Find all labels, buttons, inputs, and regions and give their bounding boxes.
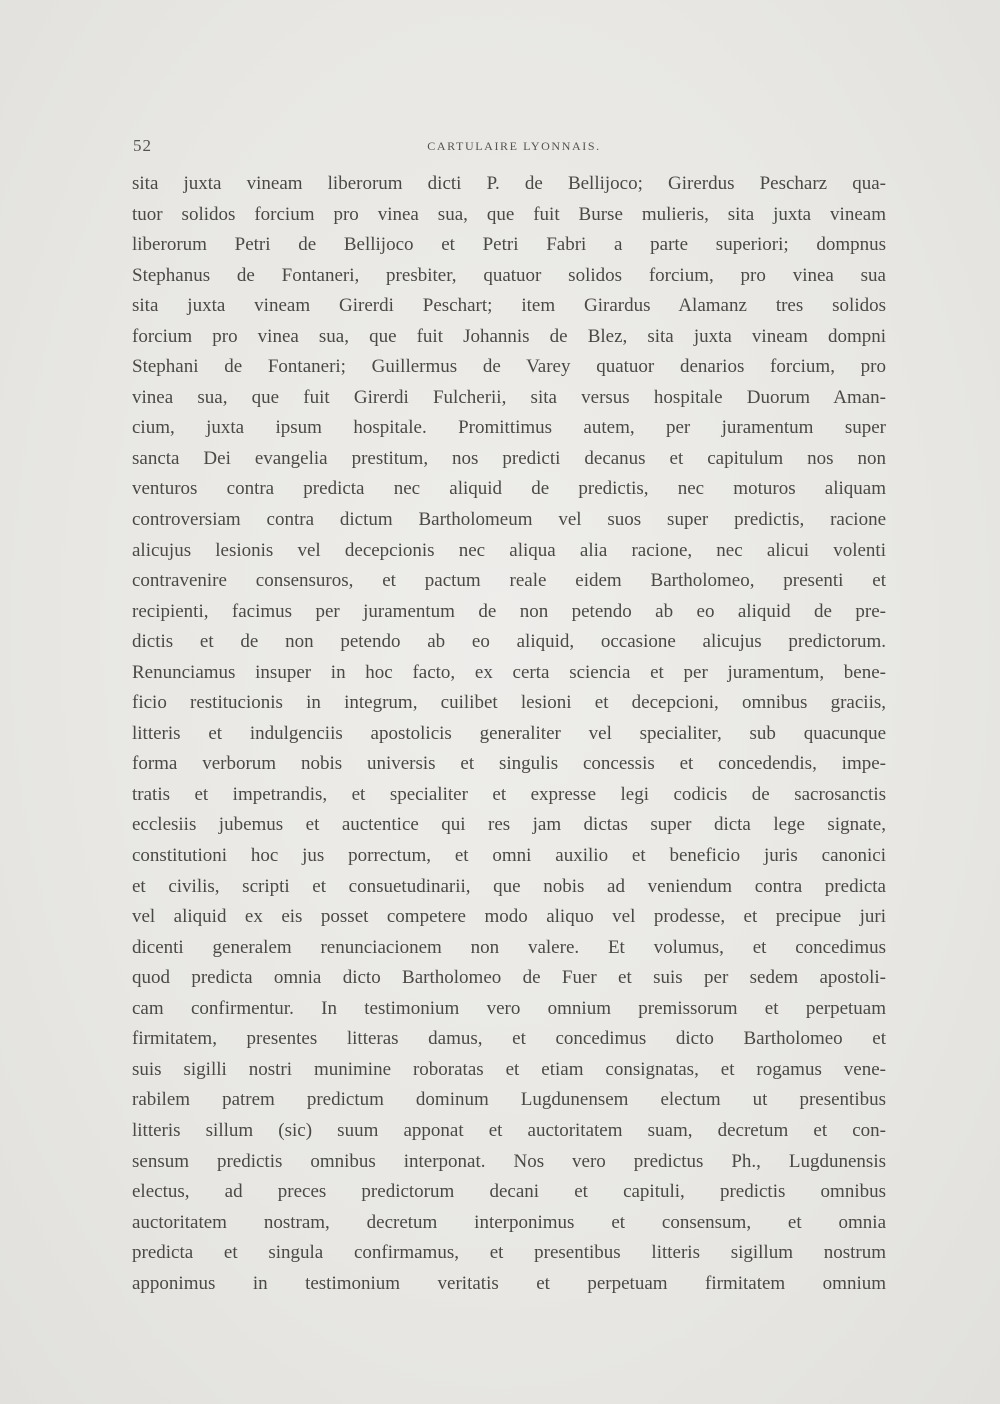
running-title: CARTULAIRE LYONNAIS. (427, 139, 601, 153)
text-line: et civilis, scripti et consuetudinarii, que nobis ad veniendum contra predicta (132, 875, 886, 897)
text-line: dicenti generalem renunciacionem non valere. Et volumus, et concedimus (132, 936, 886, 958)
text-line: venturos contra predicta nec aliquid de predictis, nec moturos aliquam (132, 478, 886, 500)
body-text (132, 169, 886, 1299)
text-line: quod predicta omnia dicto Bartholomeo de Fuer et suis per sedem apostoli- (132, 967, 886, 989)
text-line: sensum predictis omnibus interponat. Nos vero predictus Ph., Lugdunensis (132, 1150, 886, 1172)
text-line: ficio restitucionis in integrum, cuilibet lesioni et decepcioni, omnibus graciis, (132, 692, 886, 714)
text-line: sita juxta vineam liberorum dicti P. de Bellijoco; Girerdus Pescharz qua- (132, 173, 886, 194)
running-head (133, 136, 885, 156)
text-line: forcium pro vinea sua, que fuit Johannis de Blez, sita juxta vineam dompni (132, 325, 886, 347)
text-line: sita juxta vineam Girerdi Peschart; item Girardus Alamanz tres solidos (132, 295, 886, 317)
text-line: suis sigilli nostri munimine roboratas et etiam consignatas, et rogamus vene- (132, 1058, 886, 1080)
text-line: Renunciamus insuper in hoc facto, ex certa sciencia et per juramentum, bene- (132, 661, 886, 683)
text-line: apponimus in testimonium veritatis et perpetuam firmitatem omnium (132, 1272, 886, 1294)
text-line: litteris et indulgenciis apostolicis generaliter vel specialiter, sub quacunque (132, 722, 886, 744)
text-line: rabilem patrem predictum dominum Lugdunensem electum ut presentibus (132, 1089, 886, 1111)
text-line: tratis et impetrandis, et specialiter et expresse legi codicis de sacrosanctis (132, 783, 886, 805)
text-line: auctoritatem nostram, decretum interponimus et consensum, et omnia (132, 1211, 886, 1233)
text-line: forma verborum nobis universis et singulis concessis et concedendis, impe- (132, 753, 886, 775)
text-line: ecclesiis jubemus et auctentice qui res jam dictas super dicta lege signate, (132, 814, 886, 836)
text-line: alicujus lesionis vel decepcionis nec aliqua alia racione, nec alicui volenti (132, 539, 886, 561)
text-line: sancta Dei evangelia prestitum, nos predicti decanus et capitulum nos non (132, 447, 886, 469)
text-line: recipienti, facimus per juramentum de non petendo ab eo aliquid de pre- (132, 600, 886, 622)
text-line: constitutioni hoc jus porrectum, et omni auxilio et beneficio juris canonici (132, 845, 886, 867)
page-number: 52 (133, 136, 152, 155)
text-line: Stephanus de Fontaneri, presbiter, quatuor solidos forcium, pro vinea sua (132, 264, 886, 286)
text-line: vel aliquid ex eis posset competere modo aliquo vel prodesse, et precipue juri (132, 906, 886, 928)
text-line: litteris sillum (sic) suum apponat et auctoritatem suam, decretum et con- (132, 1119, 886, 1141)
text-line: cam confirmentur. In testimonium vero omnium premissorum et perpetuam (132, 997, 886, 1019)
text-line: firmitatem, presentes litteras damus, et concedimus dicto Bartholomeo et (132, 1028, 886, 1050)
text-line: controversiam contra dictum Bartholomeum vel suos super predictis, racione (132, 509, 886, 531)
text-line: predicta et singula confirmamus, et presentibus litteris sigillum nostrum (132, 1242, 886, 1264)
text-line: electus, ad preces predictorum decani et capituli, predictis omnibus (132, 1181, 886, 1203)
text-line: tuor solidos forcium pro vinea sua, que fuit Burse mulieris, sita juxta vineam (132, 203, 886, 225)
text-line: Stephani de Fontaneri; Guillermus de Varey quatuor denarios forcium, pro (132, 356, 886, 378)
text-line: liberorum Petri de Bellijoco et Petri Fabri a parte superiori; dompnus (132, 234, 886, 256)
text-line: dictis et de non petendo ab eo aliquid, occasione alicujus predictorum. (132, 631, 886, 653)
text-line: cium, juxta ipsum hospitale. Promittimus autem, per juramentum super (132, 417, 886, 439)
text-line: vinea sua, que fuit Girerdi Fulcherii, sita versus hospitale Duorum Aman- (132, 386, 886, 408)
text-line: contravenire consensuros, et pactum reale eidem Bartholomeo, presenti et (132, 570, 886, 592)
